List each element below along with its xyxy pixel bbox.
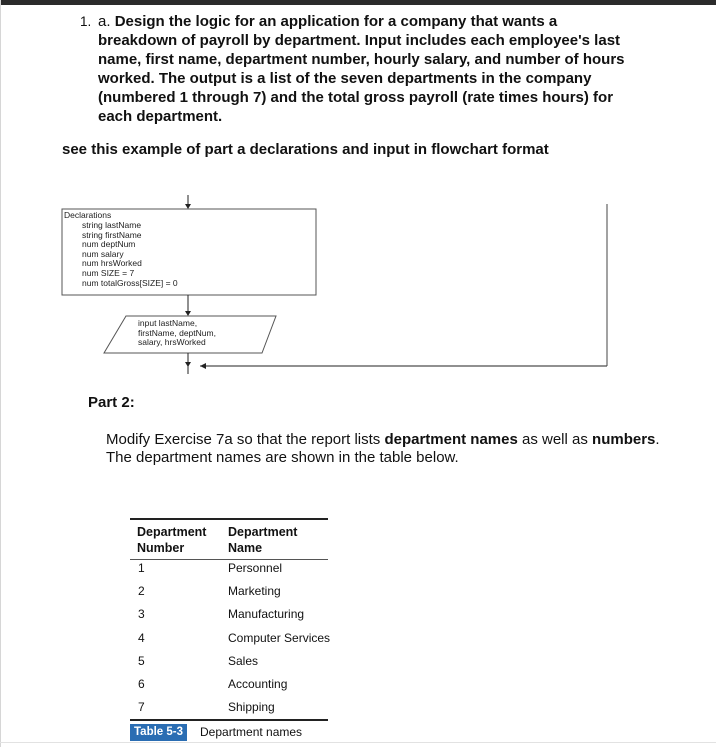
part2-bold: numbers [592, 431, 656, 448]
see-example-text: see this example of part a declarations and input in flowchart format [62, 141, 549, 158]
header-department-name [228, 524, 297, 556]
declaration-line: num totalGross[SIZE] = 0 [82, 277, 178, 288]
declaration-line: num deptNum [82, 239, 136, 250]
question-block [80, 12, 640, 126]
row-name: Personnel [228, 561, 283, 575]
department-table [130, 510, 330, 742]
header-line: Department [137, 525, 207, 539]
row-number: 2 [138, 584, 145, 598]
row-name: Manufacturing [228, 607, 305, 621]
part2-text: Modify Exercise 7a so that the report lists [106, 431, 385, 448]
table-bottom-rule [130, 719, 328, 721]
declaration-line: num hrsWorked [82, 258, 142, 269]
row-name: Marketing [228, 584, 281, 598]
declarations-content [62, 210, 316, 296]
row-number: 1 [138, 561, 145, 575]
row-number: 7 [138, 700, 145, 714]
question-number: 1. [80, 14, 92, 29]
table-caption-label: Table 5-3 [130, 724, 187, 741]
row-number: 6 [138, 677, 145, 691]
declaration-line: string lastName [82, 220, 142, 230]
input-line: input lastName, [138, 318, 198, 328]
question-text: Design the logic for an application for a company that wants a breakdown of payroll by department. Input includes each employee's last name, first name, department number, hourly salary, and number of hours worked. The output is a list of the seven departments in the company (numbered 1 through 7) and the total gross payroll (rate times hours) for each department. [98, 13, 625, 125]
declarations-lines [82, 221, 178, 288]
loop-back-arrowhead [200, 363, 206, 369]
row-name: Computer Services [228, 631, 331, 645]
row-name: Shipping [228, 700, 275, 714]
declarations-title: Declarations [64, 210, 112, 220]
table-caption-text: Department names [200, 725, 303, 739]
arrowhead-into-declarations [185, 204, 191, 209]
input-content [138, 319, 258, 348]
declaration-line: string firstName [82, 229, 142, 240]
header-line: Name [228, 541, 263, 555]
declaration-line: num salary [82, 248, 124, 259]
table-top-rule [130, 518, 328, 520]
arrowhead-out-of-input [185, 362, 191, 367]
input-line: firstName, deptNum, [138, 327, 216, 338]
part2-text: . The department names are shown in the table below. [106, 431, 660, 466]
header-line: Department [228, 525, 298, 539]
row-number: 5 [138, 654, 145, 668]
arrowhead-to-input [185, 311, 191, 316]
part2-heading: Part 2: [88, 394, 135, 411]
row-name: Sales [228, 654, 259, 668]
table-header-rule [130, 559, 328, 560]
header-line: Number [137, 541, 185, 555]
declaration-line: num SIZE = 7 [82, 267, 135, 278]
row-number: 3 [138, 607, 145, 621]
bottom-border [0, 742, 716, 743]
top-bar [0, 0, 716, 5]
flowchart [0, 190, 716, 380]
part2-instructions [106, 431, 666, 467]
question-part-label: a. [98, 13, 111, 30]
input-line: salary, hrsWorked [138, 337, 206, 348]
header-department-number [137, 524, 206, 556]
row-number: 4 [138, 631, 145, 645]
part2-bold: department names [384, 431, 518, 448]
question-text-wrap [98, 12, 640, 126]
row-name: Accounting [228, 677, 288, 691]
part2-text: as well as [517, 431, 593, 448]
